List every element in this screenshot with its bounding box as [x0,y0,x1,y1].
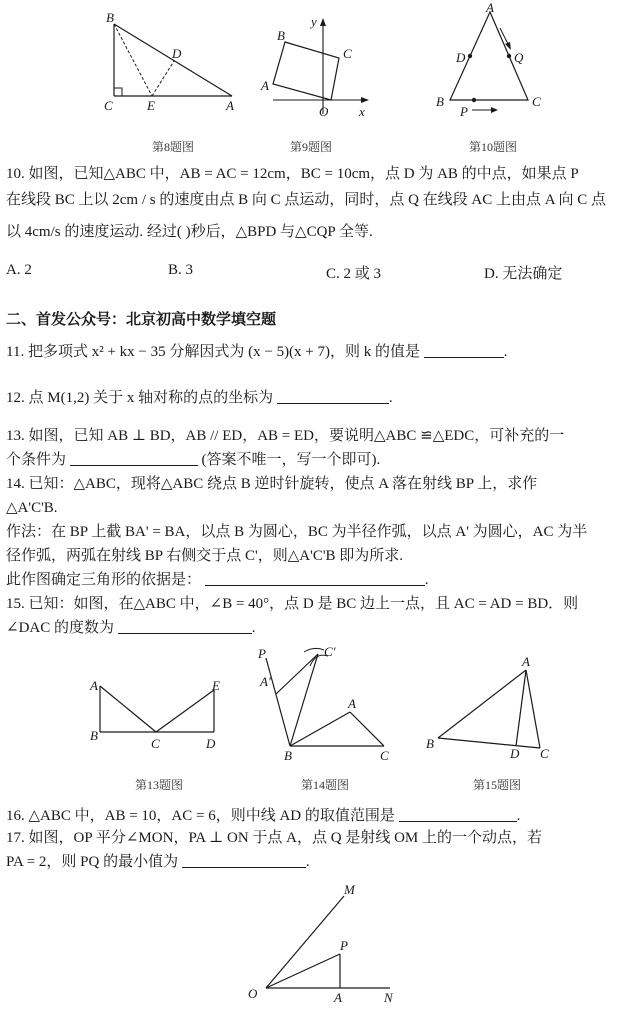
label-C: C [380,748,389,763]
q17-line1: 17. 如图，OP 平分∠MON，PA ⊥ ON 于点 A，点 Q 是射线 OM 上的一个动点，若 [6,830,543,846]
q12-answer-blank [277,389,389,404]
q11-end: . [503,344,508,360]
label-M: M [344,882,355,897]
caption-figure-14: 第14题图 [300,778,349,792]
q14-line1: 14. 已知：△ABC，现将△ABC 绕点 B 逆时针旋转，使点 A 落在射线 BP 上，求作 [6,476,538,492]
q17-answer-blank [182,853,306,868]
label-D: D [206,736,216,751]
label-E: E [147,98,155,113]
q13-line2a: 个条件为 [6,452,67,468]
q15-line2-text: ∠DAC 的度数为 [6,620,114,636]
q17-line2-text: PA = 2，则 PQ 的最小值为 [6,854,179,870]
q12 [6,388,632,408]
q16 [6,806,632,826]
q10-option-a: A. 2 [6,262,32,278]
label-B: B [284,748,292,763]
label-A: A [348,696,356,711]
label-C-prime: C' [324,644,336,659]
q10-line2: 在线段 BC 上以 2cm / s 的速度由点 B 向 C 点运动，同时，点 Q 在线段 AC 上由点 A 向 C 点 [6,192,607,208]
caption-figure-13: 第13题图 [134,778,183,792]
q16-text: 16. △ABC 中，AB = 10，AC = 6，则中线 AD 的取值范围是 [6,808,395,824]
label-B: B [90,728,98,743]
q11 [6,342,632,362]
label-B: B [277,28,285,43]
label-x: x [359,104,365,119]
label-A: A [90,678,98,693]
figure-15 [424,652,564,762]
figure-17 [244,880,404,1006]
label-A-prime: A' [260,674,271,689]
q11-text: 11. 把多项式 x² + kx − 35 分解因式为 (x − 5)(x + 7)，则 k 的值是 [6,344,421,360]
q10-option-b: B. 3 [168,262,194,278]
q10-line3: 以 4cm/s 的速度运动. 经过( )秒后，△BPD 与△CQP 全等. [6,224,373,240]
q13-line2b: (答案不唯一，写一个即可). [201,452,381,468]
caption-figure-10: 第10题图 [468,140,517,154]
q12-end: . [388,390,393,406]
q17-end: . [305,854,310,870]
label-Q: Q [514,50,524,65]
figure-10 [430,0,550,122]
q14-line4: 径作弧，两弧在射线 BP 右侧交于点 C'，则△A'C'B 即为所求. [6,548,404,564]
q10-option-c: C. 2 或 3 [326,266,382,282]
q14-line2: △A'C'B. [6,500,58,516]
label-P: P [460,104,468,119]
figure-8 [100,8,250,118]
label-O: O [319,104,329,119]
q15-line2 [6,618,632,638]
q14-end: . [424,572,429,588]
figure-14 [252,644,402,764]
label-O: O [248,986,258,1001]
q16-end: . [516,808,521,824]
section-2-heading: 二、首发公众号：北京初高中数学填空题 [6,310,277,328]
label-A: A [334,990,342,1005]
q11-answer-blank [424,343,504,358]
label-A: A [226,98,234,113]
caption-figure-15: 第15题图 [472,778,521,792]
label-N: N [384,990,393,1005]
q14-line5 [6,570,632,590]
q14-line3: 作法：在 BP 上截 BA' = BA，以点 B 为圆心，BC 为半径作弧，以点 A' 为圆心，AC 为半 [6,524,588,540]
figure-13 [88,676,238,756]
label-B: B [426,736,434,751]
q14-line5-text: 此作图确定三角形的依据是： [6,572,202,588]
label-D: D [510,746,520,761]
label-C: C [343,46,352,61]
q15-end: . [251,620,256,636]
label-P: P [340,938,348,953]
q15-answer-blank [118,619,252,634]
label-C: C [540,746,549,761]
q10-line1: 10. 如图，已知△ABC 中，AB = AC = 12cm，BC = 10cm，点 D 为 AB 的中点，如果点 P [6,166,579,182]
q13-answer-blank [70,451,198,466]
label-y: y [311,14,317,29]
label-C: C [104,98,113,113]
q14-answer-blank [205,571,425,586]
q10-option-d: D. 无法确定 [484,266,563,282]
label-A: A [486,0,494,15]
label-C: C [532,94,541,109]
caption-figure-9: 第9题图 [289,140,332,154]
q17-line2 [6,852,632,872]
label-A: A [522,654,530,669]
q12-text: 12. 点 M(1,2) 关于 x 轴对称的点的坐标为 [6,390,274,406]
label-P: P [258,646,266,661]
label-D: D [172,46,182,61]
label-C: C [151,736,160,751]
q13-line1: 13. 如图，已知 AB ⊥ BD，AB // ED，AB = ED，要说明△ABC ≌△EDC，可补充的一 [6,428,565,444]
q16-answer-blank [399,807,517,822]
q13-line2 [6,450,632,470]
figure-9 [255,14,375,124]
label-E: E [212,678,220,693]
label-B: B [106,10,114,25]
caption-figure-8: 第8题图 [151,140,194,154]
label-D: D [456,50,466,65]
label-A: A [261,78,269,93]
q15-line1: 15. 已知：如图，在△ABC 中，∠B = 40°，点 D 是 BC 边上一点，且 AC = AD = BD．则 [6,596,579,612]
label-B: B [436,94,444,109]
